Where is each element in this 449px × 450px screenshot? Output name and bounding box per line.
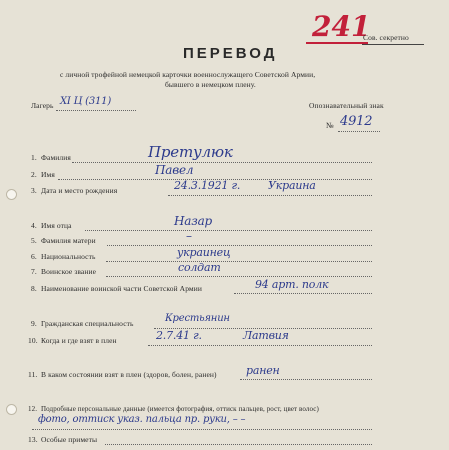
subtitle-line-1: с личной трофейной немецкой карточки военнослужащего Советской Армии,	[60, 70, 316, 79]
subtitle-line-2: бывшего в немецком плену.	[165, 80, 256, 89]
field-6-number: 6.	[31, 252, 37, 261]
field-5-label: Фамилия матери	[41, 236, 96, 245]
field-6-value: украинец	[177, 246, 231, 259]
field-1-value: Претулюк	[148, 143, 233, 161]
page-title: ПЕРЕВОД	[183, 45, 278, 62]
camp-value: XI Ц (311)	[60, 96, 112, 107]
field-6-line	[106, 261, 372, 262]
field-3-value: 24.3.1921 г.	[174, 179, 241, 192]
field-1-number: 1.	[31, 153, 37, 162]
field-1-line	[72, 162, 372, 163]
field-8-value: 94 арт. полк	[255, 278, 329, 291]
field-2-value: Павел	[155, 163, 194, 177]
field-4-number: 4.	[31, 221, 37, 230]
field-11-line	[240, 379, 372, 380]
field-3-value-place: Украина	[268, 179, 316, 192]
field-4-line	[85, 230, 372, 231]
archive-number: 241	[312, 10, 371, 43]
field-13-label: Особые приметы	[41, 435, 98, 444]
id-tag-prefix: №	[326, 121, 334, 130]
field-7-line	[106, 276, 372, 277]
field-3-number: 3.	[31, 186, 37, 195]
field-11-number: 11.	[28, 370, 38, 379]
field-13-number: 13.	[28, 435, 38, 444]
field-2-label: Имя	[41, 170, 55, 179]
classification-mark: Сов. секретно	[363, 33, 409, 42]
field-6-label: Национальность	[41, 252, 96, 261]
camp-label: Лагерь	[31, 101, 54, 110]
id-tag-label: Опознавательный знак	[309, 101, 384, 110]
field-3-line	[168, 195, 372, 196]
field-7-number: 7.	[31, 267, 37, 276]
field-13-line	[105, 444, 372, 445]
field-8-label: Наименование воинской части Советской Армии	[41, 284, 202, 293]
field-11-value: ранен	[246, 364, 280, 377]
punch-hole-bottom	[6, 404, 17, 415]
field-12-line	[32, 429, 372, 430]
field-12-number: 12.	[28, 405, 38, 413]
id-tag-value: 4912	[340, 114, 373, 129]
field-5-number: 5.	[31, 236, 37, 245]
field-9-number: 9.	[31, 319, 37, 328]
field-10-value: 2.7.41 г.	[156, 329, 202, 342]
archive-number-underline	[306, 42, 368, 44]
field-10-value-place: Латвия	[243, 329, 289, 342]
field-7-label: Воинское звание	[41, 267, 97, 276]
field-9-label: Гражданская специальность	[41, 319, 134, 328]
field-5-line	[107, 245, 372, 246]
field-8-line	[234, 293, 372, 294]
field-7-value: солдат	[178, 261, 221, 274]
field-5-value: –	[186, 229, 192, 243]
field-11-label: В каком состоянии взят в плен (здоров, болен, ранен)	[41, 370, 217, 379]
field-3-label: Дата и место рождения	[41, 186, 118, 195]
field-10-line	[148, 345, 372, 346]
field-10-number: 10.	[28, 336, 38, 345]
field-2-number: 2.	[31, 170, 37, 179]
camp-line	[56, 110, 136, 111]
punch-hole-top	[6, 189, 17, 200]
field-10-label: Когда и где взят в плен	[41, 336, 117, 345]
field-4-label: Имя отца	[41, 221, 72, 230]
field-12-value: фото, оттиск указ. пальца пр. руки, – –	[38, 414, 246, 425]
field-9-value: Крестьянин	[165, 313, 230, 324]
classification-underline	[362, 44, 424, 45]
field-4-value: Назар	[174, 214, 213, 228]
id-tag-line	[338, 131, 380, 132]
field-12-label: Подробные персональные данные (имеется фотография, оттиск пальцев, рост, цвет волос)	[41, 405, 319, 413]
field-8-number: 8.	[31, 284, 37, 293]
field-1-label: Фамилия	[41, 153, 71, 162]
